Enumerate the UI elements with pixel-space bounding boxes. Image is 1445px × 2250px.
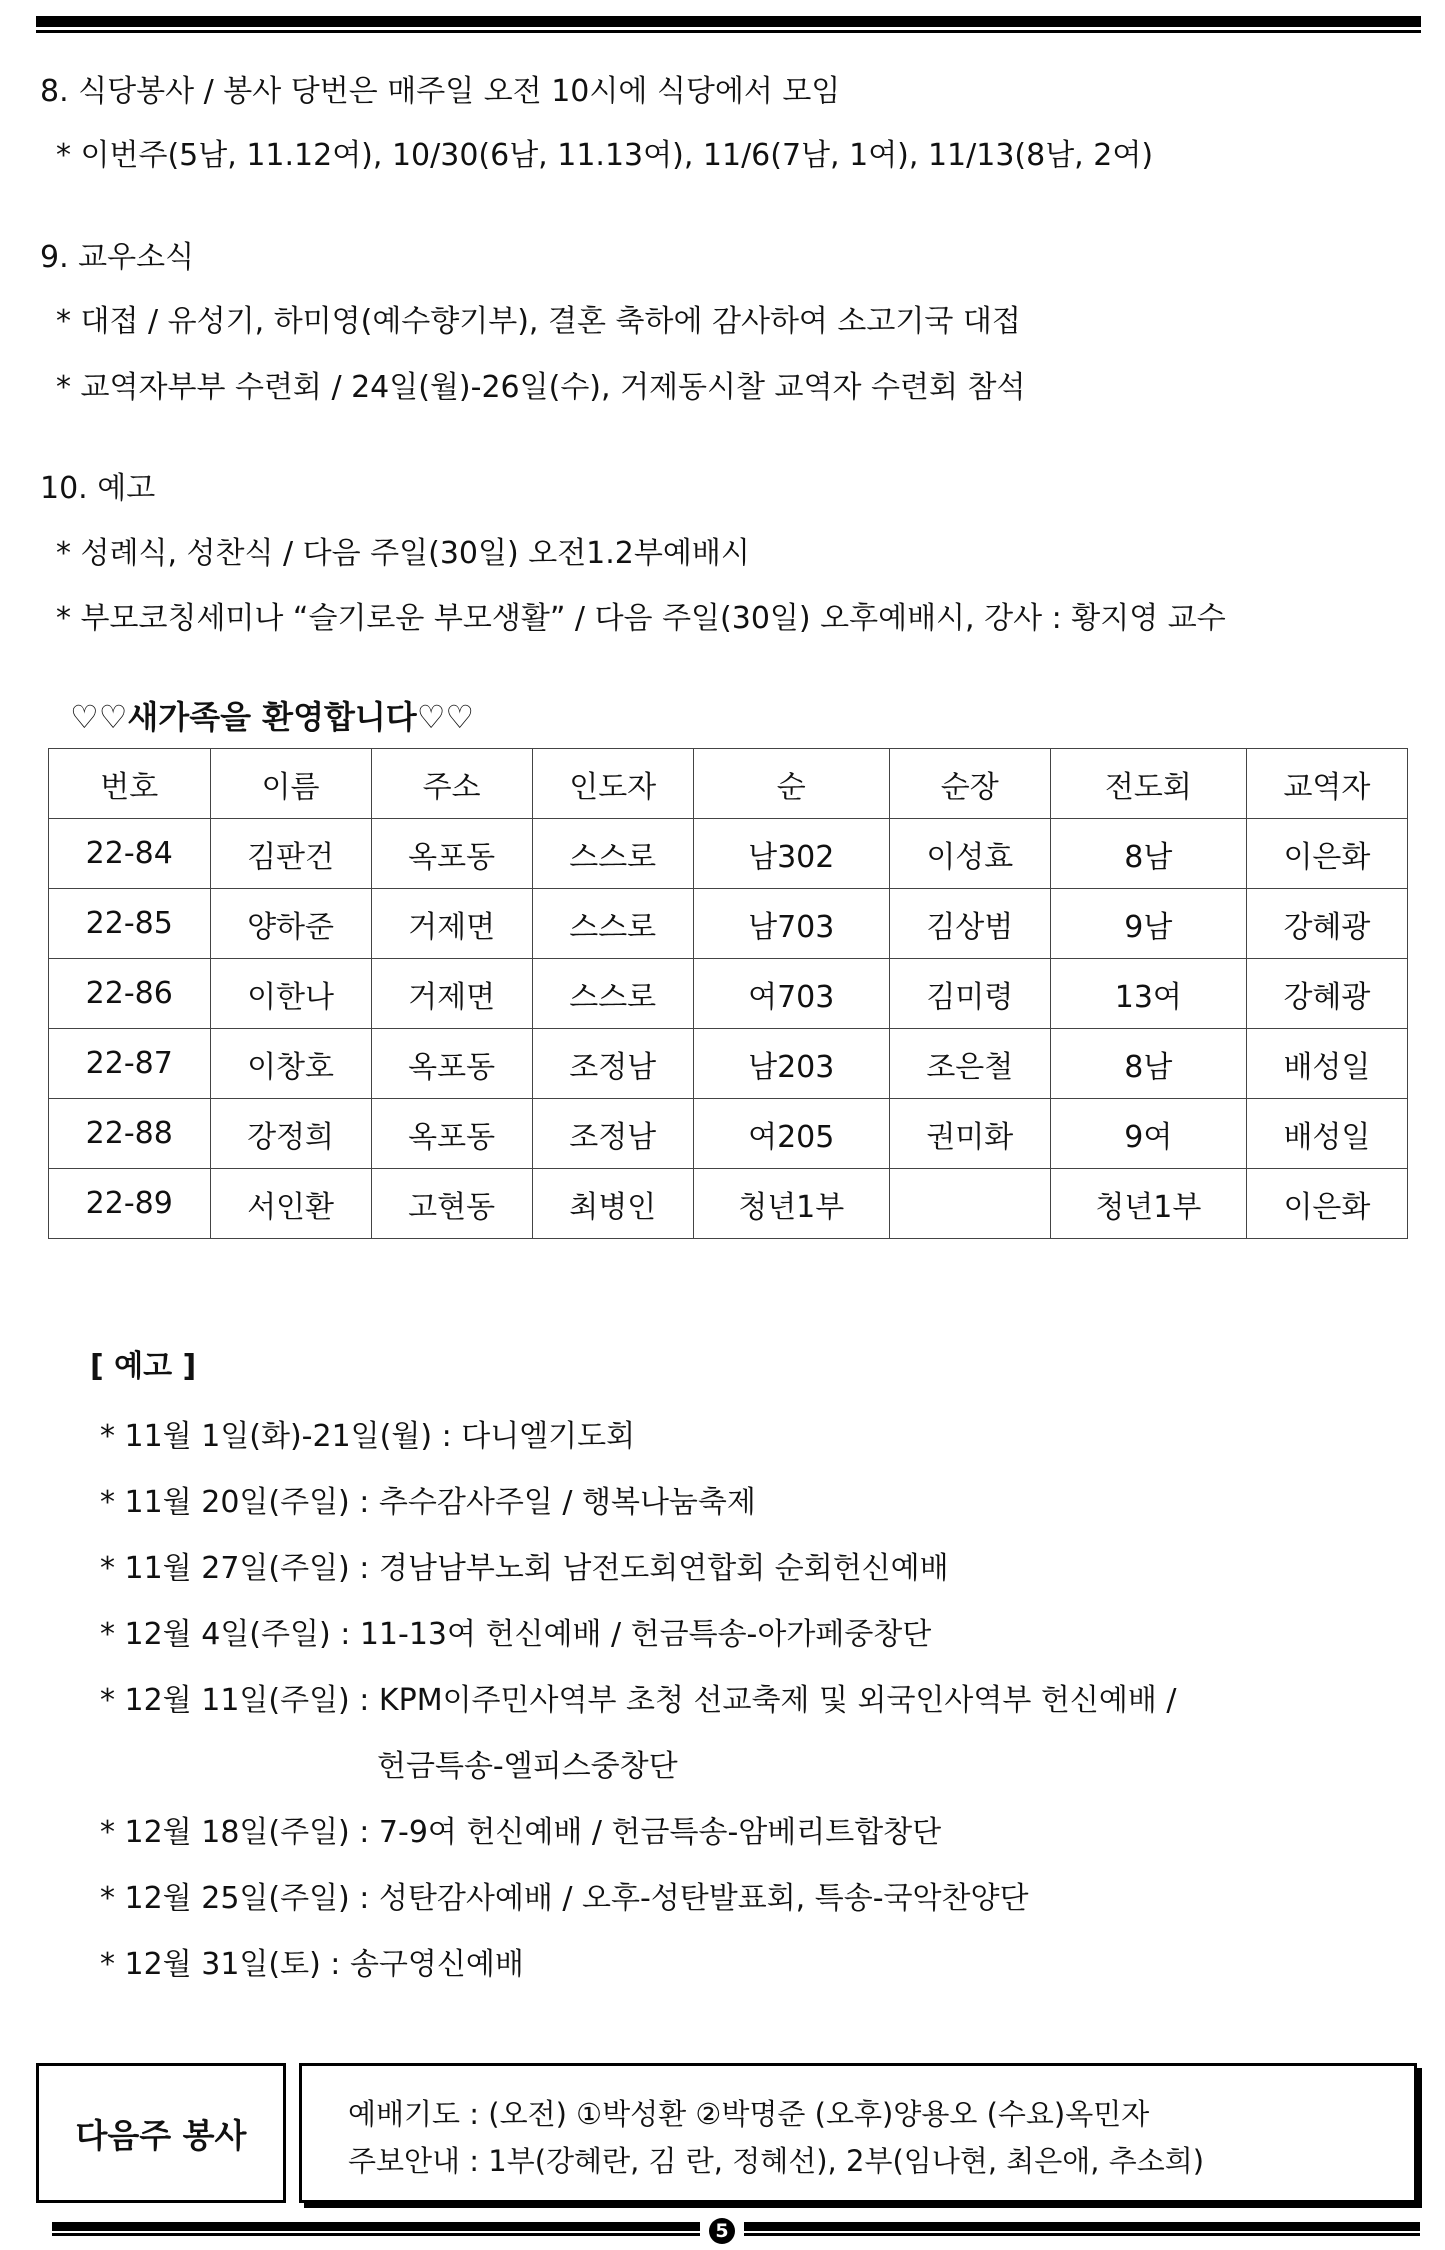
announcement-item: * 12월 11일(주일) : KPM이주민사역부 초청 선교축제 및 외국인사역부 헌신예배 / — [100, 1683, 1177, 1718]
table-row — [49, 819, 1408, 889]
announcement-item: * 11월 27일(주일) : 경남남부노회 남전도회연합회 순회헌신예배 — [100, 1551, 949, 1586]
table-cell: 9남 — [1050, 889, 1246, 959]
table-cell: 조정남 — [532, 1029, 693, 1099]
new-family-table — [48, 748, 1408, 1239]
footer-rule — [52, 2218, 1420, 2242]
table-row — [49, 1099, 1408, 1169]
column-header: 번호 — [49, 749, 211, 819]
welcome-title: ♡♡새가족을 환영합니다♡♡ — [70, 698, 475, 736]
announcement-item: * 11월 20일(주일) : 추수감사주일 / 행복나눔축제 — [100, 1485, 756, 1520]
next-week-service-label-box — [36, 2063, 286, 2203]
column-header: 인도자 — [532, 749, 693, 819]
table-cell: 청년1부 — [1050, 1169, 1246, 1239]
table-cell: 이성효 — [889, 819, 1050, 889]
table-cell: 스스로 — [532, 889, 693, 959]
table-cell: 김판건 — [210, 819, 371, 889]
table-cell: 조은철 — [889, 1029, 1050, 1099]
table-row — [49, 1029, 1408, 1099]
section-item: * 교역자부부 수련회 / 24일(월)-26일(수), 거제동시찰 교역자 수련회 참석 — [56, 370, 1026, 405]
table-cell: 강혜광 — [1246, 889, 1407, 959]
section-item: * 성례식, 성찬식 / 다음 주일(30일) 오전1.2부예배시 — [56, 536, 750, 571]
table-row — [49, 959, 1408, 1029]
table-cell: 여703 — [693, 959, 889, 1029]
column-header: 교역자 — [1246, 749, 1407, 819]
table-cell: 배성일 — [1246, 1099, 1407, 1169]
table-cell: 22-86 — [49, 959, 211, 1029]
announcement-item: * 12월 4일(주일) : 11-13여 헌신예배 / 헌금특송-아가페중창단 — [100, 1617, 932, 1652]
table-cell: 이한나 — [210, 959, 371, 1029]
table-cell: 배성일 — [1246, 1029, 1407, 1099]
table-cell: 김미령 — [889, 959, 1050, 1029]
column-header: 주소 — [371, 749, 532, 819]
table-cell: 조정남 — [532, 1099, 693, 1169]
table-cell: 옥포동 — [371, 1099, 532, 1169]
table-cell: 최병인 — [532, 1169, 693, 1239]
table-cell: 여205 — [693, 1099, 889, 1169]
table-cell — [889, 1169, 1050, 1239]
announcements-title: [ 예고 ] — [90, 1349, 197, 1384]
prayer-schedule: 예배기도 : (오전) ①박성환 ②박명준 (오후)양용오 (수요)옥민자 — [348, 2097, 1150, 2131]
section-item: * 대접 / 유성기, 하미영(예수향기부), 결혼 축하에 감사하여 소고기국 대접 — [56, 304, 1021, 339]
table-cell: 옥포동 — [371, 1029, 532, 1099]
table-cell: 22-85 — [49, 889, 211, 959]
section-item: * 부모코칭세미나 “슬기로운 부모생활” / 다음 주일(30일) 오후예배시, 강사 : 황지영 교수 — [56, 601, 1226, 636]
table-cell: 남302 — [693, 819, 889, 889]
section-heading-cafeteria: 8. 식당봉사 / 봉사 당번은 매주일 오전 10시에 식당에서 모임 — [40, 74, 841, 109]
top-rule — [36, 16, 1421, 36]
table-cell: 강정희 — [210, 1099, 371, 1169]
table-cell: 이은화 — [1246, 819, 1407, 889]
announcement-item: * 12월 25일(주일) : 성탄감사예배 / 오후-성탄발표회, 특송-국악찬양단 — [100, 1881, 1029, 1916]
announcement-item: * 12월 18일(주일) : 7-9여 헌신예배 / 헌금특송-암베리트합창단 — [100, 1815, 942, 1850]
table-cell: 거제면 — [371, 889, 532, 959]
table-cell: 남203 — [693, 1029, 889, 1099]
section-heading-member-news: 9. 교우소식 — [40, 240, 195, 275]
table-cell: 이은화 — [1246, 1169, 1407, 1239]
next-week-service-label: 다음주 봉사 — [75, 2115, 247, 2155]
table-cell: 청년1부 — [693, 1169, 889, 1239]
table-cell: 스스로 — [532, 959, 693, 1029]
announcement-item: * 11월 1일(화)-21일(월) : 다니엘기도회 — [100, 1419, 636, 1454]
column-header: 전도회 — [1050, 749, 1246, 819]
table-cell: 22-87 — [49, 1029, 211, 1099]
table-row — [49, 1169, 1408, 1239]
table-cell: 김상범 — [889, 889, 1050, 959]
usher-schedule: 주보안내 : 1부(강혜란, 김 란, 정혜선), 2부(임나현, 최은애, 추소희) — [348, 2144, 1205, 2178]
table-cell: 이창호 — [210, 1029, 371, 1099]
announcement-item: * 12월 31일(토) : 송구영신예배 — [100, 1947, 524, 1982]
section-heading-notice: 10. 예고 — [40, 471, 156, 506]
table-cell: 서인환 — [210, 1169, 371, 1239]
table-cell: 거제면 — [371, 959, 532, 1029]
table-cell: 8남 — [1050, 819, 1246, 889]
table-row — [49, 889, 1408, 959]
table-cell: 22-89 — [49, 1169, 211, 1239]
table-cell: 양하준 — [210, 889, 371, 959]
next-week-service-box — [299, 2063, 1417, 2203]
table-cell: 옥포동 — [371, 819, 532, 889]
table-header-row — [49, 749, 1408, 819]
table-cell: 스스로 — [532, 819, 693, 889]
table-cell: 권미화 — [889, 1099, 1050, 1169]
column-header: 순 — [693, 749, 889, 819]
table-cell: 13여 — [1050, 959, 1246, 1029]
table-cell: 9여 — [1050, 1099, 1246, 1169]
table-cell: 22-84 — [49, 819, 211, 889]
section-item: * 이번주(5남, 11.12여), 10/30(6남, 11.13여), 11/6(7남, 1여), 11/13(8남, 2여) — [56, 138, 1154, 173]
table-cell: 22-88 — [49, 1099, 211, 1169]
column-header: 이름 — [210, 749, 371, 819]
page-number: 5 — [709, 2218, 735, 2244]
table-cell: 강혜광 — [1246, 959, 1407, 1029]
table-cell: 고현동 — [371, 1169, 532, 1239]
table-cell: 8남 — [1050, 1029, 1246, 1099]
column-header: 순장 — [889, 749, 1050, 819]
announcement-item-continuation: 헌금특송-엘피스중창단 — [377, 1749, 678, 1784]
table-cell: 남703 — [693, 889, 889, 959]
